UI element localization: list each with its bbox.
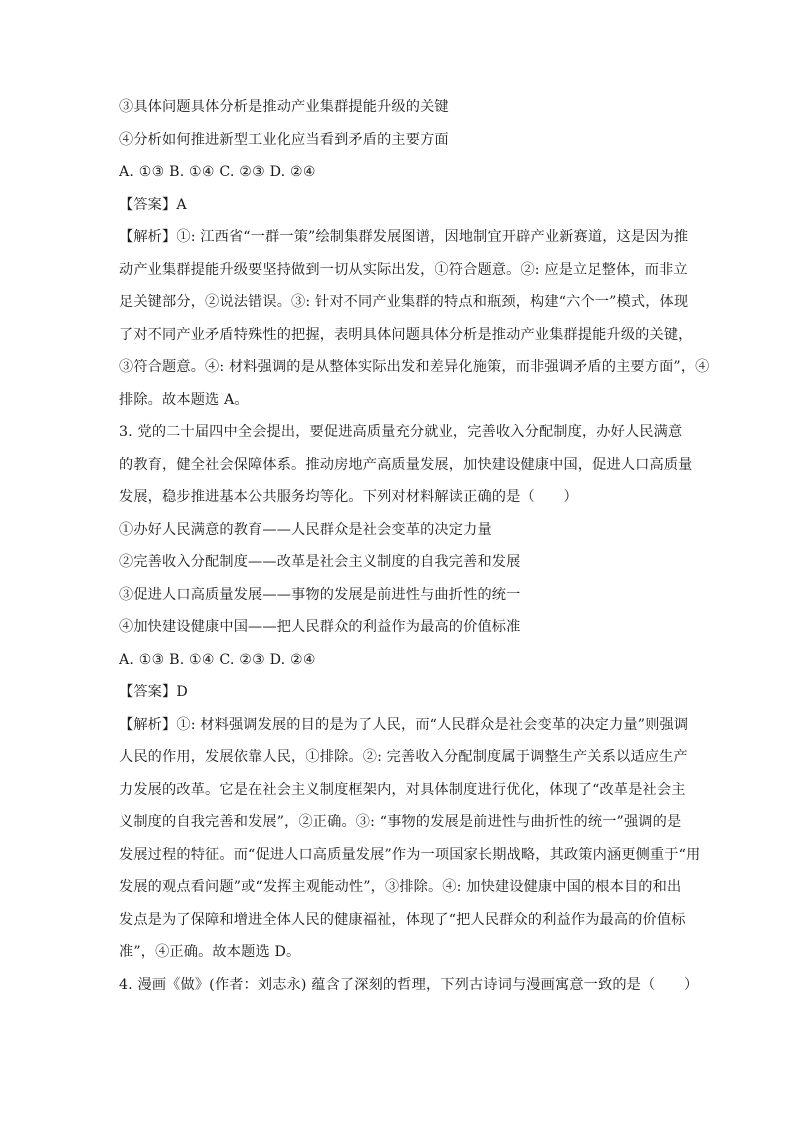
q2-options: A. ①③ B. ①④ C. ②③ D. ②④: [119, 164, 316, 180]
q2-statements: [119, 96, 681, 152]
q3-stem: [119, 421, 693, 510]
q3-statement-1: ①办好人民满意的教育——人民群众是社会变革的决定力量: [119, 521, 492, 538]
q3-stem-line: 的教育，健全社会保障体系。推动房地产高质量发展，加快建设健康中国，促进人口高质量: [119, 456, 693, 473]
q2-analysis-line: 排除。故本题选 A。: [119, 391, 249, 408]
q3-analysis-line: 发展的观点看问题”或“发挥主观能动性”，③排除。④: 加快建设健康中国的根本目的和出: [119, 879, 682, 895]
q4-stem: 4. 漫画《做》(作者：刘志永) 蕴含了深刻的哲理，下列古诗词与漫画寓意一致的是（ ）: [119, 976, 699, 993]
q3-analysis-line: 准”，④正确。故本题选 D。: [119, 944, 301, 960]
q2-analysis-line: 足关键部分，②说法错误。③: 针对不同产业集群的特点和瓶颈，构建“六个一”模式，体现: [119, 294, 689, 310]
q3-statements: [119, 519, 681, 640]
q3-answer: 【答案】D: [119, 684, 188, 700]
q2-analysis-line: 了对不同产业矛盾特殊性的把握，表明具体问题具体分析是推动产业集群提能升级的关键，: [119, 326, 693, 343]
q2-analysis: [119, 226, 710, 412]
q2-statement-4: ④分析如何推进新型工业化应当看到矛盾的主要方面: [119, 131, 449, 148]
q3-options: A. ①③ B. ①④ C. ②③ D. ②④: [119, 651, 316, 668]
document-page: [119, 96, 710, 997]
q3-statement-4: ④加快建设健康中国——把人民群众的利益作为最高的价值标准: [119, 619, 521, 635]
q3-analysis-line: 人民的作用，发展依靠人民，①排除。②: 完善收入分配制度属于调整生产关系以适应生产: [119, 749, 688, 765]
q3-analysis-line: 义制度的自我完善和发展”，②正确。③: “事物的发展是前进性与曲折性的统一”强调的是: [119, 814, 682, 830]
q2-analysis-line: ③符合题意。④: 材料强调的是从整体实际出发和差异化施策，而非强调矛盾的主要方面”，④: [119, 359, 710, 375]
q3-statement-2: ②完善收入分配制度——改革是社会主义制度的自我完善和发展: [119, 554, 521, 570]
q2-analysis-line: 【解析】①: 江西省“一群一策”绘制集群发展图谱，因地制宜开辟产业新赛道，这是因为推: [119, 229, 689, 245]
q3-stem-line: 发展，稳步推进基本公共服务均等化。下列对材料解读正确的是（ ）: [119, 489, 578, 505]
q3-analysis-line: 发点是为了保障和增进全体人民的健康福祉，体现了“把人民群众的利益作为最高的价值标: [119, 911, 686, 928]
q2-analysis-line: 动产业集群提能升级要坚持做到一切从实际出发，①符合题意。②: 应是立足整体，而非立: [119, 261, 688, 278]
q3-analysis-line: 发展过程的特征。而“促进人口高质量发展”作为一项国家长期战略，其政策内涵更侧重于“用: [119, 846, 701, 863]
q2-statement-3: ③具体问题具体分析是推动产业集群提能升级的关键: [119, 99, 449, 115]
q3-stem-line: 3. 党的二十届四中全会提出，要促进高质量充分就业，完善收入分配制度，办好人民满意: [119, 424, 683, 440]
q3-analysis-line: 【解析】①: 材料强调发展的目的是为了人民，而“人民群众是社会变革的决定力量”则强调: [119, 716, 689, 733]
q3-analysis-line: 力发展的改革。它是在社会主义制度框架内，对具体制度进行优化，体现了“改革是社会主: [119, 781, 686, 798]
q2-answer: 【答案】A: [119, 196, 187, 213]
q3-statement-3: ③促进人口高质量发展——事物的发展是前进性与曲折性的统一: [119, 586, 521, 603]
q3-analysis: [119, 714, 701, 965]
